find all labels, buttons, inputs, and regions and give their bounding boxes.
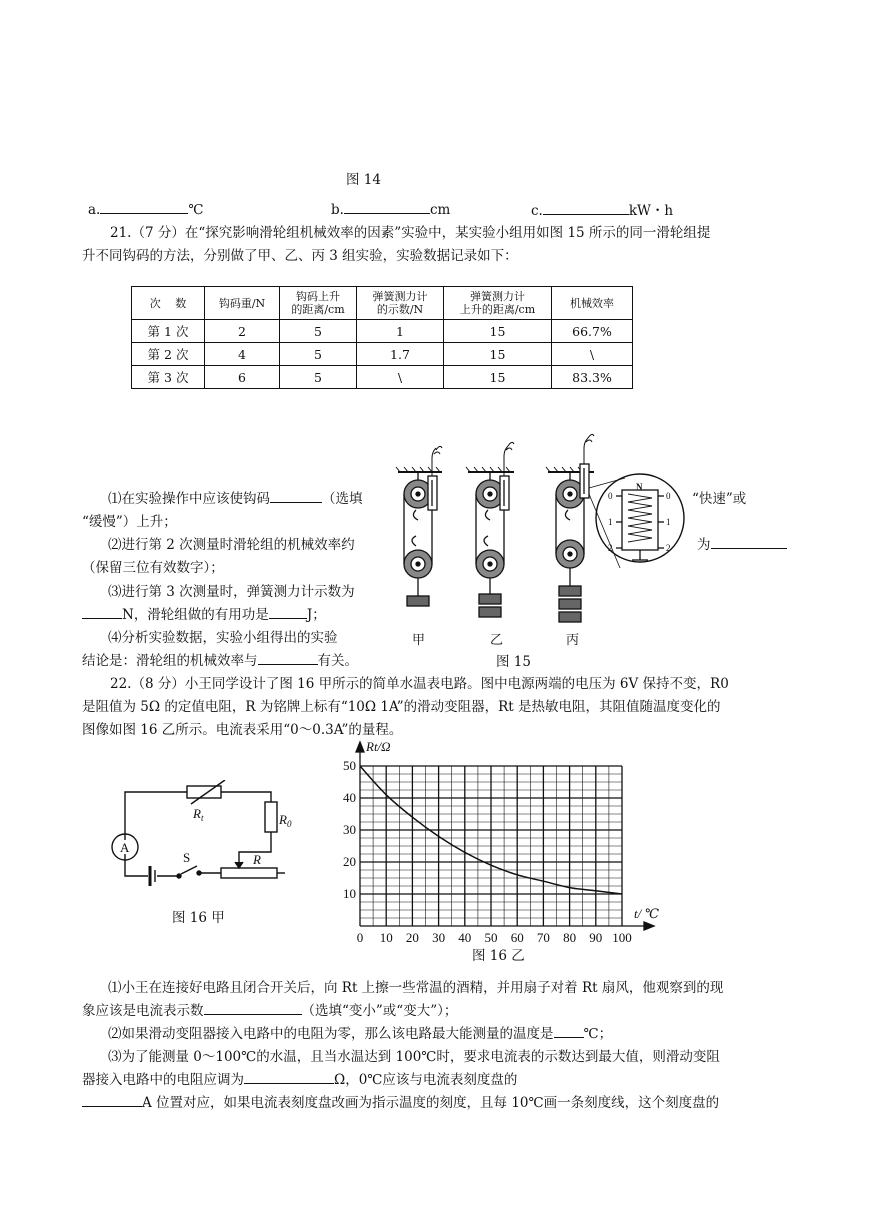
x-tick-label: 10 (379, 930, 393, 945)
table-cell: 第 2 次 (132, 343, 205, 366)
q21-p4-line2 (82, 649, 358, 669)
table-cell: 66.7% (552, 320, 633, 343)
table-cell: \ (552, 343, 633, 366)
table-cell: 83.3% (552, 366, 633, 389)
q21-p3-text-c: J； (306, 607, 326, 623)
q21-p3-text-b: N，滑轮组做的有用功是 (122, 607, 269, 623)
x-tick-label: 70 (536, 930, 550, 945)
q21-p4-text-c: 有关。 (317, 653, 358, 669)
scale-label-right-0: 0 (666, 491, 671, 501)
q21-p1-line1 (108, 487, 363, 507)
table-row (132, 320, 633, 343)
scale-label-n: N (636, 482, 643, 492)
table-header: 钩码重/N (205, 287, 280, 320)
x-tick-label: 90 (589, 930, 603, 945)
rt-label-sub: t (200, 813, 204, 823)
fig15-caption: 图 15 (496, 654, 531, 670)
q22-intro-line2: 是阻值为 5Ω 的定值电阻，R 为铭牌上标有“10Ω 1A”的滑动变阻器，Rt 是热敏电阻，其阻值随温度变化的 (82, 699, 721, 715)
table-header: 次 数 (132, 287, 205, 320)
blank-a-field[interactable] (100, 199, 188, 214)
table-cell: 6 (205, 366, 280, 389)
blank-c-label: c. (531, 203, 543, 219)
pulley-setup-yi (466, 442, 514, 617)
q21-p2-right-text: 为 (697, 537, 711, 553)
table-cell: 5 (280, 320, 357, 343)
q22-blank-4[interactable] (82, 1092, 142, 1107)
x-tick-label: 30 (432, 930, 446, 945)
thermistor-rt (187, 786, 221, 798)
table-cell: 第 1 次 (132, 320, 205, 343)
table-header: 钩码上升 的距离/cm (280, 287, 357, 320)
table-cell: 2 (205, 320, 280, 343)
q22-intro-line1: 22.（8 分）小王同学设计了图 16 甲所示的简单水温表电路。图中电源两端的电压为 6V 保持不变，R0 (110, 676, 729, 692)
q22-blank-1[interactable] (204, 1000, 302, 1015)
r0-label-main: R (279, 812, 287, 827)
q22-s3-text-b: A 位置对应，如果电流表刻度盘改画为指示温度的刻度，且每 10℃画一条刻度线，这个刻度盘的 (142, 1095, 720, 1111)
graph-ylabel: Rt/Ω (366, 739, 391, 754)
fig14-caption: 图 14 (346, 172, 381, 188)
x-tick-label: 100 (612, 930, 632, 945)
scale-label-left-1: 1 (608, 517, 613, 527)
q21-p2-line2: （保留三位有效数字）； (82, 560, 224, 576)
table-row (132, 343, 633, 366)
thermistor-arrow (191, 780, 225, 804)
scale-label-left-2: 2 (608, 543, 613, 553)
fig16a-circuit (105, 780, 305, 920)
q21-p3-line2 (82, 603, 326, 623)
q22-s3-line2 (82, 1068, 517, 1088)
q22-blank-3[interactable] (244, 1069, 334, 1084)
fig16b-caption: 图 16 乙 (472, 948, 525, 964)
table-cell: 4 (205, 343, 280, 366)
q21-blank-3[interactable] (82, 604, 122, 619)
rheostat-label: R (253, 852, 261, 867)
q21-blank-2[interactable] (711, 534, 787, 549)
q22-s1-text-b: （选填“变小”或“变大”）； (301, 1003, 458, 1019)
fig15-label-yi: 乙 (490, 632, 504, 647)
y-tick-label: 40 (343, 790, 356, 805)
table-cell: 5 (280, 343, 357, 366)
rt-label (192, 806, 204, 823)
blank-a-unit: ℃ (188, 202, 204, 218)
table-cell: 5 (280, 366, 357, 389)
q21-p1-right: “快速”或 (692, 491, 747, 507)
x-tick-label: 40 (458, 930, 472, 945)
slider-arrow (235, 862, 243, 868)
blank-row-c (531, 199, 673, 219)
table-header: 弹簧测力计 上升的距离/cm (444, 287, 552, 320)
q21-p3-line1: ⑶进行第 3 次测量时，弹簧测力计示数为 (108, 584, 355, 600)
table-header: 弹簧测力计 的示数/N (357, 287, 444, 320)
q22-s3-text-a: 器接入电路中的电阻应调为 (82, 1072, 244, 1088)
q22-s1-line1: ⑴小王在连接好电路且闭合开关后，向 Rt 上擦一些常温的酒精，并用扇子对着 Rt 扇风，他观察到的现 (108, 980, 724, 996)
blank-c-unit: kW・h (628, 203, 674, 219)
q21-p1-text-b: （选填 (322, 491, 363, 507)
blank-row-b (331, 199, 450, 218)
y-tick-label: 50 (343, 758, 356, 773)
x-tick-label: 20 (405, 930, 419, 945)
table-header-row (132, 287, 633, 320)
table-header: 机械效率 (552, 287, 633, 320)
resistor-r0 (265, 802, 277, 832)
scale-tick-labels (608, 482, 671, 553)
q22-s2-text-a: ⑵如果滑动变阻器接入电路中的电阻为零，那么该电路最大能测量的温度是 (108, 1026, 554, 1042)
q21-intro-line1: 21.（7 分）在“探究影响滑轮组机械效率的因素”实验中，某实验小组用如图 15 所示的同一滑轮组提 (110, 225, 711, 241)
r0-label-sub: 0 (286, 819, 292, 829)
y-axis-arrow (356, 742, 364, 752)
fig15-label-bing: 丙 (566, 632, 580, 647)
experiment-table (131, 286, 633, 389)
pulley-setup-bing (546, 434, 625, 622)
q22-intro-line3: 图像如图 16 乙所示。电流表采用“0～0.3A”的量程。 (82, 722, 403, 738)
x-axis-arrow (644, 922, 654, 930)
blank-b-label: b. (331, 202, 344, 218)
q21-p4-text-b: 结论是：滑轮组的机械效率与 (82, 653, 258, 669)
q22-s3-line1: ⑶为了能测量 0～100℃的水温，且当水温达到 100℃时，要求电流表的示数达到最大值，则滑动变阻 (108, 1049, 720, 1065)
blank-a-label: a. (88, 202, 101, 218)
q21-p2-line1: ⑵进行第 2 次测量时滑轮组的机械效率约 (108, 537, 355, 553)
table-cell: 1 (357, 320, 444, 343)
x-tick-label: 80 (563, 930, 577, 945)
blank-row-a (88, 199, 203, 218)
table-cell: 1.7 (357, 343, 444, 366)
q21-blank-5[interactable] (258, 650, 318, 665)
pulley-setup-jia (396, 446, 442, 606)
ammeter-label: A (120, 840, 130, 855)
table-row (132, 366, 633, 389)
q22-s2-text-b: ℃； (583, 1026, 613, 1042)
scale-label-right-2: 2 (666, 543, 671, 553)
q22-s1-text-a: 象应该是电流表示数 (82, 1003, 204, 1019)
q21-blank-1[interactable] (270, 488, 322, 503)
fig16b-graph (330, 736, 670, 946)
x-tick-label: 50 (484, 930, 498, 945)
q21-p2-right (697, 533, 787, 553)
scale-label-right-1: 1 (666, 517, 671, 527)
y-tick-label: 20 (343, 854, 356, 869)
blank-b-unit: cm (429, 202, 451, 218)
q22-s1-line2 (82, 999, 457, 1019)
q22-blank-2[interactable] (554, 1023, 584, 1038)
table-cell: 15 (444, 320, 552, 343)
y-tick-label: 10 (343, 886, 356, 901)
table-cell: 15 (444, 343, 552, 366)
q21-blank-4[interactable] (269, 604, 307, 619)
q22-s2-line (108, 1022, 612, 1042)
q21-intro-line2: 升不同钩码的方法，分别做了甲、乙、丙 3 组实验，实验数据记录如下： (82, 248, 518, 264)
q21-p1-line2: “缓慢”）上升； (82, 514, 177, 530)
blank-b-field[interactable] (344, 199, 430, 214)
rt-label-main: R (193, 806, 201, 821)
q21-p1-text-a: ⑴在实验操作中应该使钩码 (108, 491, 270, 507)
table-cell: 第 3 次 (132, 366, 205, 389)
q21-p4-line1: ⑷分析实验数据，实验小组得出的实验 (108, 630, 338, 646)
y-tick-label: 30 (343, 822, 356, 837)
blank-c-field[interactable] (543, 200, 629, 215)
table-cell: 15 (444, 366, 552, 389)
fig16a-caption: 图 16 甲 (172, 910, 225, 926)
x-tick-label: 60 (510, 930, 524, 945)
r0-label (278, 812, 292, 829)
fig15-pulley-diagram (390, 428, 690, 678)
switch-s (181, 866, 197, 874)
table-cell: \ (357, 366, 444, 389)
q22-s3-line3 (82, 1091, 719, 1111)
fig15-label-jia: 甲 (412, 632, 426, 647)
scale-label-left-0: 0 (608, 491, 613, 501)
rheostat-r (221, 868, 277, 878)
q22-s3-text-b: Ω，0℃应该与电流表刻度盘的 (334, 1072, 518, 1088)
switch-label: S (183, 850, 191, 865)
x-tick-label: 0 (356, 930, 364, 945)
graph-xlabel: t/ ℃ (634, 906, 660, 921)
